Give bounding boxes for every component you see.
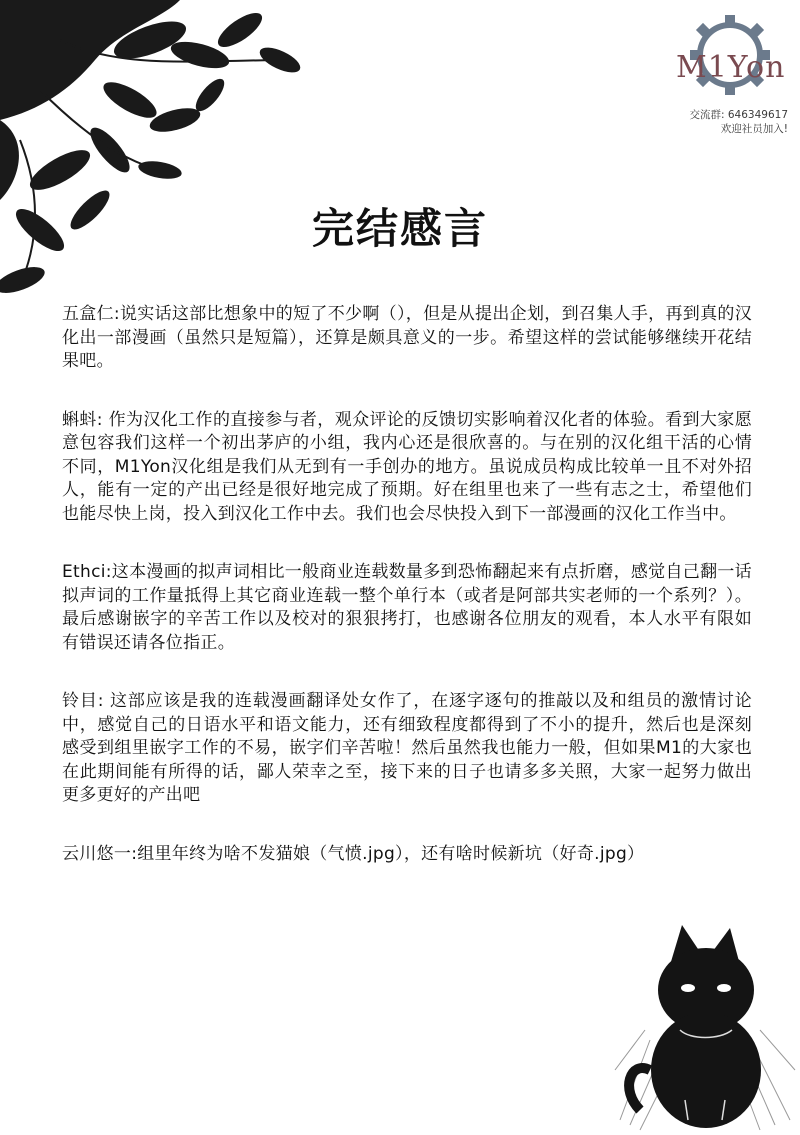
logo-text: M1Yon [676, 50, 786, 85]
welcome-line: 欢迎社员加入! [720, 123, 788, 135]
group-info [690, 108, 789, 136]
paragraph-ethci: Ethci:这本漫画的拟声词相比一般商业连载数量多到恐怖翻起来有点折磨，感觉自己翻一话拟声词的工作量抵得上其它商业连载一整个单行本（或者是阿部共实老师的一个系列？）。最后感谢嵌字的辛苦工作以及校对的狠狠拷打，也感谢各位朋友的观看，本人水平有限如有错误还请各位指正。 [62, 562, 752, 653]
paragraph-lingmu: 铃目: 这部应该是我的连载漫画翻译处女作了，在逐字逐句的推敲以及和组员的激情讨论中，感觉自己的日语水平和语文能力，还有细致程度都得到了不小的提升，然后也是深刻感受到组里嵌字工作的不易，嵌字们辛苦啦！然后虽然我也能力一般，但如果M1的大家也在此期间能有所得的话，鄙人荣幸之至，接下来的日子也请多多关照，大家一起努力做出更多更好的产出吧 [62, 691, 752, 805]
group-number: 交流群: 646349617 [689, 109, 788, 121]
page-title: 完结感言 [311, 204, 488, 253]
paragraph-wuheren: 五盒仁:说实话这部比想象中的短了不少啊（），但是从提出企划，到召集人手，再到真的汉化出一部漫画（虽然只是短篇），还算是颇具意义的一步。希望这样的尝试能够继续开花结果吧。 [62, 304, 752, 371]
paragraph-kedou: 蝌蚪: 作为汉化工作的直接参与者，观众评论的反馈切实影响着汉化者的体验。看到大家愿意包容我们这样一个初出茅庐的小组，我内心还是很欣喜的。与在别的汉化组干活的心情不同，M1Yon汉化组是我们从无到有一手创办的地方。虽说成员构成比较单一且不对外招人，能有一定的产出已经是很好地完成了预期。好在组里也来了一些有志之士，希望他们也能尽快上岗，投入到汉化工作中去。我们也会尽快投入到下一部漫画的汉化工作当中。 [62, 409, 752, 524]
afterword-content [62, 303, 752, 901]
black-cat-icon [610, 920, 800, 1135]
paragraph-yunchuan: 云川悠一:组里年终为啥不发猫娘（气愤.jpg），还有啥时候新坑（好奇.jpg） [62, 843, 645, 864]
tree-leaves-icon [0, 0, 330, 330]
